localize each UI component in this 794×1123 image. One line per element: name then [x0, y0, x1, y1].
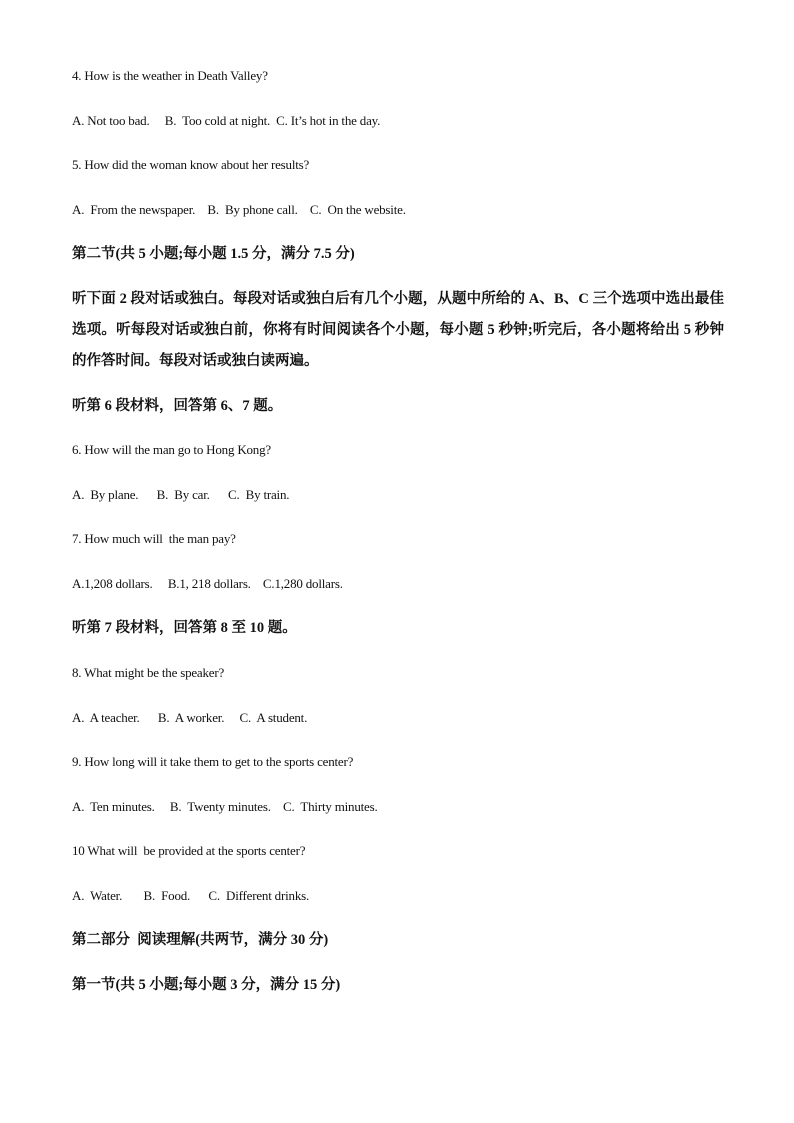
material-6-heading: 听第 6 段材料，回答第 6、7 题。	[72, 398, 283, 414]
question-4: 4. How is the weather in Death Valley?	[72, 68, 268, 83]
question-10-options: A. Water. B. Food. C. Different drinks.	[72, 888, 310, 903]
section-2-heading: 第二节(共 5 小题;每小题 1.5 分，满分 7.5 分)	[72, 246, 355, 262]
question-5: 5. How did the woman know about her results?	[72, 157, 310, 172]
part-2-heading: 第二部分 阅读理解(共两节，满分 30 分)	[72, 932, 329, 948]
question-4-options: A. Not too bad. B. Too cold at night. C. It’s hot in the day.	[72, 113, 381, 128]
question-9: 9. How long will it take them to get to the sports center?	[72, 754, 354, 769]
listening-instructions: 听下面 2 段对话或独白。每段对话或独白后有几个小题，从题中所给的 A、B、C 三个选项中选出最佳选项。听每段对话或独白前，你将有时间阅读各个小题，每小题 5 秒钟;听完后，各小题将给出 5 秒钟的作答时间。每段对话或独白读两遍。	[72, 291, 724, 369]
question-6: 6. How will the man go to Hong Kong?	[72, 442, 271, 457]
question-7-options: A.1,208 dollars. B.1, 218 dollars. C.1,280 dollars.	[72, 576, 343, 591]
question-8-options: A. A teacher. B. A worker. C. A student.	[72, 710, 308, 725]
question-7: 7. How much will the man pay?	[72, 531, 236, 546]
material-7-heading: 听第 7 段材料，回答第 8 至 10 题。	[72, 620, 297, 636]
question-10: 10 What will be provided at the sports center?	[72, 843, 306, 858]
question-5-options: A. From the newspaper. B. By phone call. C. On the website.	[72, 202, 406, 217]
question-6-options: A. By plane. B. By car. C. By train.	[72, 487, 290, 502]
question-8: 8. What might be the speaker?	[72, 665, 225, 680]
question-9-options: A. Ten minutes. B. Twenty minutes. C. Thirty minutes.	[72, 799, 378, 814]
part-2-section-1-heading: 第一节(共 5 小题;每小题 3 分，满分 15 分)	[72, 977, 341, 993]
